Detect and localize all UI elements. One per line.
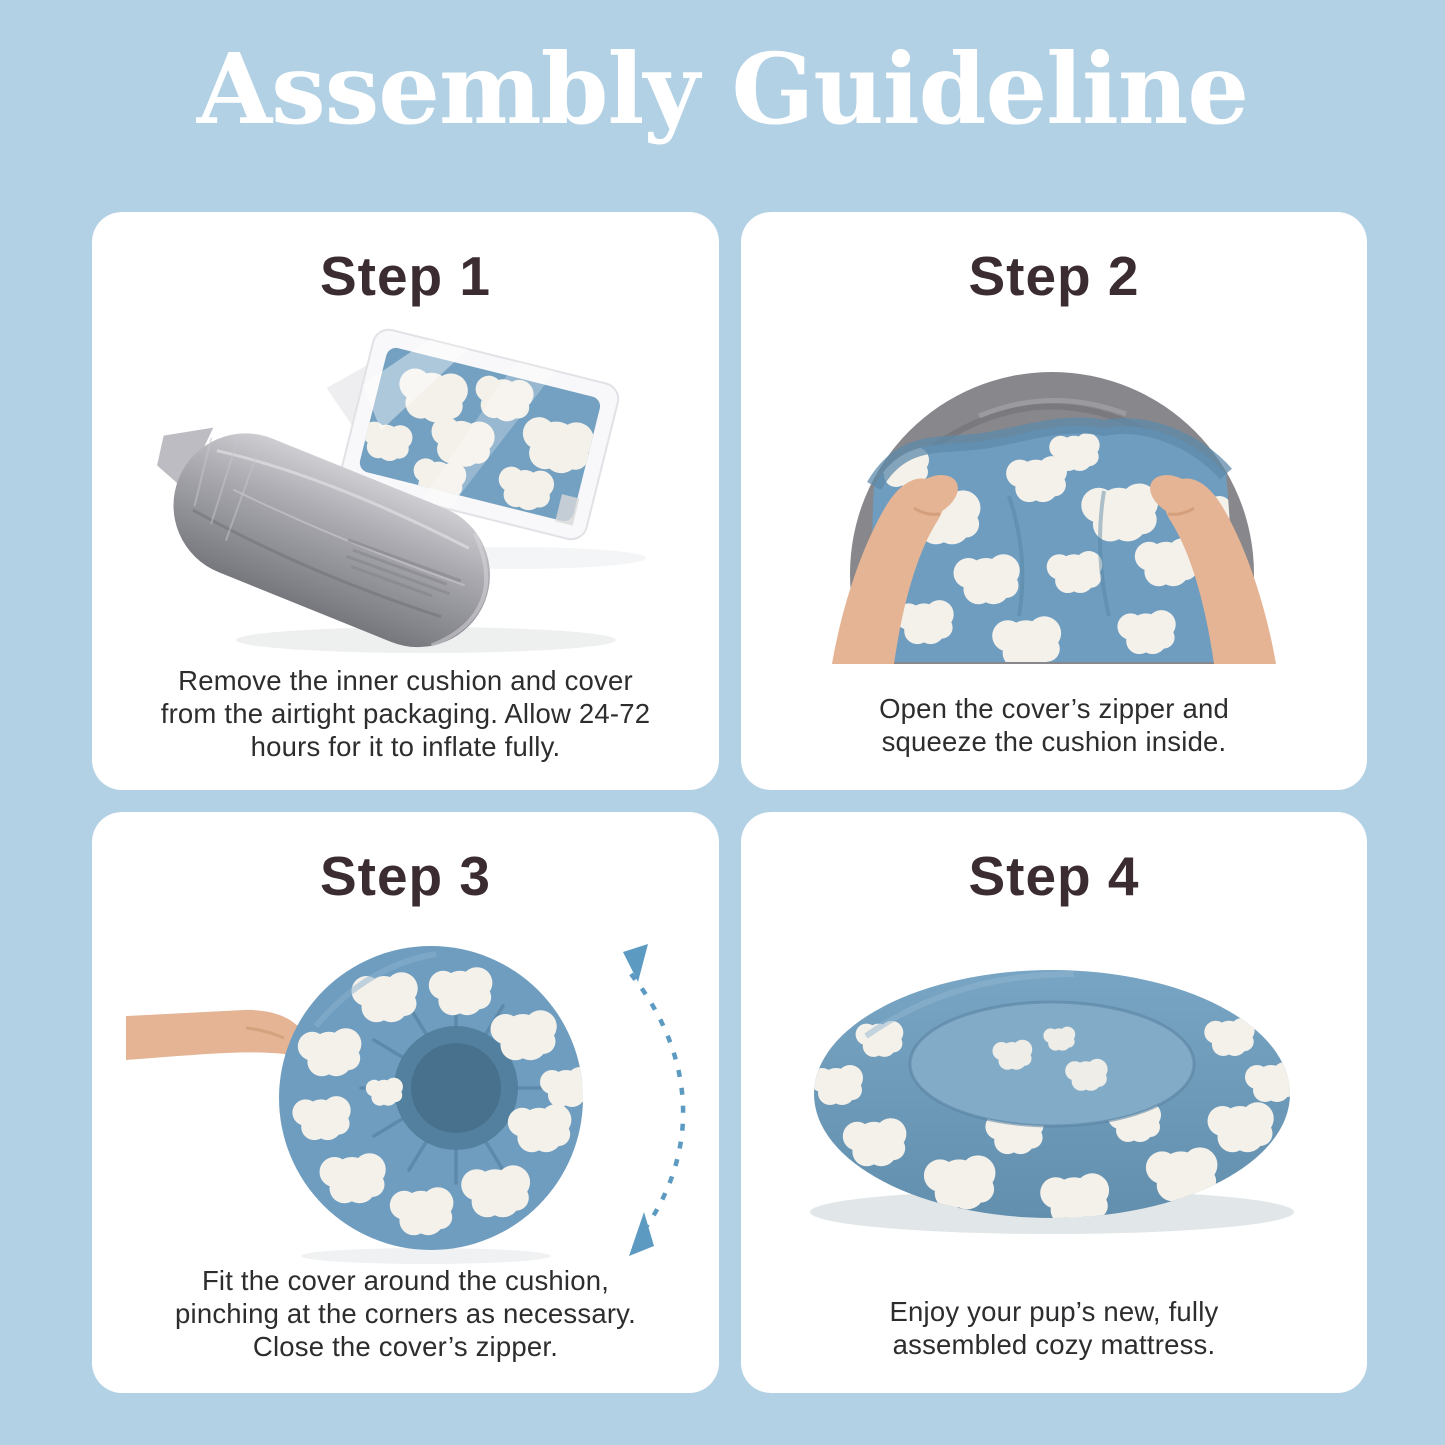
step-card-1: [92, 212, 719, 790]
step-card-4: [741, 812, 1367, 1393]
description-line: from the airtight packaging. Allow 24-72: [160, 697, 651, 729]
step-3-heading: Step 3: [319, 845, 492, 907]
description-line: pinching at the corners as necessary.: [175, 1297, 636, 1329]
step-4-photo-assembled-bed: [774, 916, 1334, 1264]
step-4-description: [890, 1295, 1219, 1361]
description-line: Remove the inner cushion and cover: [178, 664, 633, 696]
description-line: Fit the cover around the cushion,: [201, 1264, 610, 1296]
description-line: Close the cover’s zipper.: [252, 1330, 559, 1362]
step-card-2: [741, 212, 1367, 790]
description-line: assembled cozy mattress.: [892, 1329, 1216, 1360]
step-1-photo-packaged-cushion-and-cover: [126, 316, 686, 664]
step-2-photo-stuffing-cushion: [774, 316, 1334, 664]
step-1-heading: Step 1: [319, 245, 492, 307]
assembled-bed: [810, 970, 1298, 1225]
step-card-3: [92, 812, 719, 1393]
step-2-heading: Step 2: [968, 245, 1140, 307]
description-line: squeeze the cushion inside.: [881, 726, 1227, 757]
covered-bed: [279, 946, 593, 1250]
steps-grid: [92, 212, 1367, 1393]
step-3-photo-fitting-cover: [126, 916, 686, 1264]
page-title: Assembly Guideline: [196, 32, 1249, 146]
description-line: Open the cover’s zipper and: [879, 693, 1229, 724]
cloud-cover-fabric: [872, 425, 1232, 664]
packaged-items-illustration: [126, 316, 686, 664]
stuffing-illustration: [774, 316, 1334, 664]
curved-double-arrow-icon: [623, 944, 683, 1256]
description-line: Enjoy your pup’s new, fully: [889, 1296, 1219, 1327]
step-4-heading: Step 4: [968, 845, 1140, 907]
description-line: hours for it to inflate fully.: [250, 730, 561, 762]
step-2-description: [879, 692, 1229, 758]
assembled-bed-illustration: [774, 916, 1334, 1264]
step-3-description: [175, 1264, 636, 1363]
pointing-hand: [126, 1010, 306, 1060]
step-1-description: [161, 664, 651, 763]
fitting-illustration: [126, 916, 686, 1264]
